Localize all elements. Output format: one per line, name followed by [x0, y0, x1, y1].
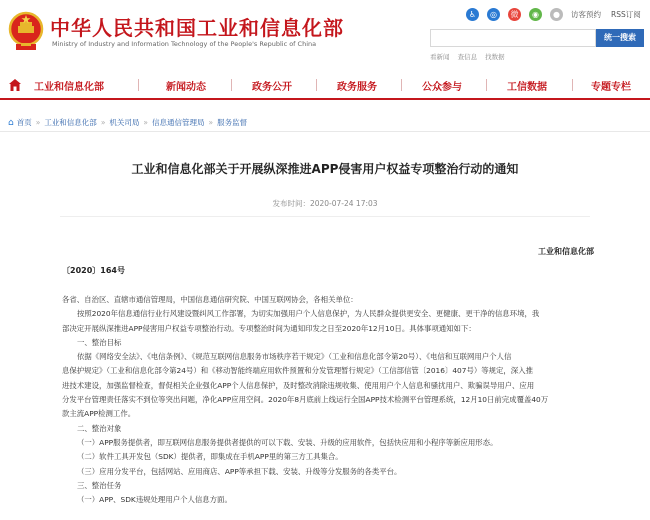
paragraph: （三）应用分发平台，包括网站、应用商店、APP等承担下载、安装、升级等分发服务的各类平台。 — [77, 466, 402, 476]
paragraph: 进技术建设，加强监督检查，督促相关企业强化APP个人信息保护，及时整改消除违规收集、使用用户个人信息和骚扰用户、欺骗误导用户、应用 — [62, 380, 535, 390]
breadcrumb-separator: » — [35, 118, 41, 127]
visitor-appointment-link[interactable]: 访客预约 — [571, 9, 601, 19]
rss-link[interactable]: RSS订阅 — [611, 9, 641, 19]
breadcrumb-item-home[interactable]: 首页 — [16, 118, 32, 127]
section-heading: 三、整治任务 — [77, 480, 122, 490]
breadcrumb-item-ministry[interactable]: 工业和信息化部 — [44, 118, 97, 127]
nav-item-government-affairs[interactable]: 政务公开 — [252, 82, 292, 93]
paragraph: 按照2020年信息通信行业行风建设暨纠风工作部署，为切实加强用户个人信息保护，为人民群众提供更安全、更健康、更干净的信息环境，我 — [77, 309, 540, 319]
publish-time: 发布时间：2020-07-24 17:03 — [272, 199, 378, 208]
nav-separator — [138, 79, 139, 91]
breadcrumb-separator: » — [100, 118, 106, 127]
wechat-icon[interactable]: ◉ — [529, 8, 542, 21]
paragraph: 各省、自治区、直辖市通信管理局，中国信息通信研究院、中国互联网协会，各相关单位： — [62, 295, 358, 304]
national-emblem-icon[interactable] — [8, 10, 44, 52]
hot-word[interactable]: 查信息 — [457, 53, 478, 61]
breadcrumb — [8, 117, 247, 128]
paragraph: 分发平台管理责任落实不到位等突出问题，净化APP应用空间。2020年8月底前上线运行全国APP技术检测平台管理系统，12月10日前完成覆盖40万 — [62, 395, 549, 405]
site-subtitle: Ministry of Industry and Information Technology of the People's Republic of China — [52, 40, 317, 48]
breadcrumb-item-supervision[interactable]: 服务监督 — [217, 118, 248, 127]
breadcrumb-item-bureau[interactable]: 信息通信管理局 — [152, 118, 205, 127]
paragraph: 息保护规定》（工业和信息化部令第24号）和《移动智能终端应用软件预置和分发管理暂行规定》（工信部信管〔2016〕407号）等规定，深入推 — [62, 366, 533, 376]
breadcrumb-separator: » — [143, 118, 148, 127]
divider — [60, 216, 590, 217]
hot-word[interactable]: 看新闻 — [430, 53, 450, 61]
site-header — [0, 0, 650, 70]
search-input[interactable] — [430, 29, 596, 47]
section-heading: 二、整治对象 — [77, 423, 122, 433]
article-body — [62, 293, 610, 507]
nav-item-ministry[interactable]: 工业和信息化部 — [34, 82, 104, 93]
site-title[interactable]: 中华人民共和国工业和信息化部 — [50, 16, 344, 40]
home-icon: ⌂ — [8, 117, 14, 128]
top-toolbar — [466, 7, 641, 21]
nav-separator — [231, 79, 232, 91]
accessibility-icon[interactable]: ♿ — [466, 8, 479, 21]
paragraph: 依据《网络安全法》、《电信条例》、《规范互联网信息服务市场秩序若干规定》（工业和信息化部令第20号）、《电信和互联网用户个人信 — [77, 352, 512, 362]
search-button[interactable]: 统一搜索 — [596, 29, 644, 47]
nav-separator — [486, 79, 487, 91]
home-icon[interactable] — [8, 78, 22, 92]
breadcrumb-item-departments[interactable]: 机关司局 — [109, 118, 140, 127]
nav-item-public-participation[interactable]: 公众参与 — [422, 82, 462, 93]
search-hot-words — [430, 52, 511, 61]
breadcrumb-separator: » — [208, 118, 214, 127]
paragraph: （二）软件工具开发包（SDK）提供者，即集成在手机APP里的第三方工具集合。 — [77, 452, 343, 462]
nav-separator — [401, 79, 402, 91]
paragraph: 部决定开展纵深推进APP侵害用户权益专项整治行动。专项整治时间为通知印发之日至2020年12月10日。具体事项通知如下： — [62, 323, 476, 333]
nav-item-special-topics[interactable]: 专题专栏 — [591, 82, 631, 93]
paragraph: 款主流APP检测工作。 — [62, 409, 136, 419]
section-heading: 一、整治目标 — [77, 337, 122, 347]
user-icon[interactable]: ● — [550, 8, 563, 21]
paragraph: （一）APP、SDK违规处理用户个人信息方面。 — [77, 495, 232, 505]
nav-item-news[interactable]: 新闻动态 — [166, 82, 206, 93]
divider — [0, 131, 650, 132]
document-number: 〔2020〕164号 — [62, 266, 125, 275]
nav-separator — [572, 79, 573, 91]
elderly-mode-icon[interactable]: ◎ — [487, 8, 500, 21]
nav-item-government-services[interactable]: 政务服务 — [337, 82, 377, 93]
nav-item-data[interactable]: 工信数据 — [507, 82, 547, 93]
paragraph: （一）APP服务提供者，即互联网信息服务提供者提供的可以下载、安装、升级的应用软件，包括快应用和小程序等新应用形态。 — [77, 437, 498, 447]
issuer: 工业和信息化部 — [538, 247, 594, 256]
main-nav — [0, 70, 650, 100]
weibo-icon[interactable]: 微 — [508, 8, 521, 21]
nav-separator — [316, 79, 317, 91]
hot-word[interactable]: 找数据 — [485, 53, 505, 61]
article-title: 工业和信息化部关于开展纵深推进APP侵害用户权益专项整治行动的通知 — [131, 162, 519, 176]
